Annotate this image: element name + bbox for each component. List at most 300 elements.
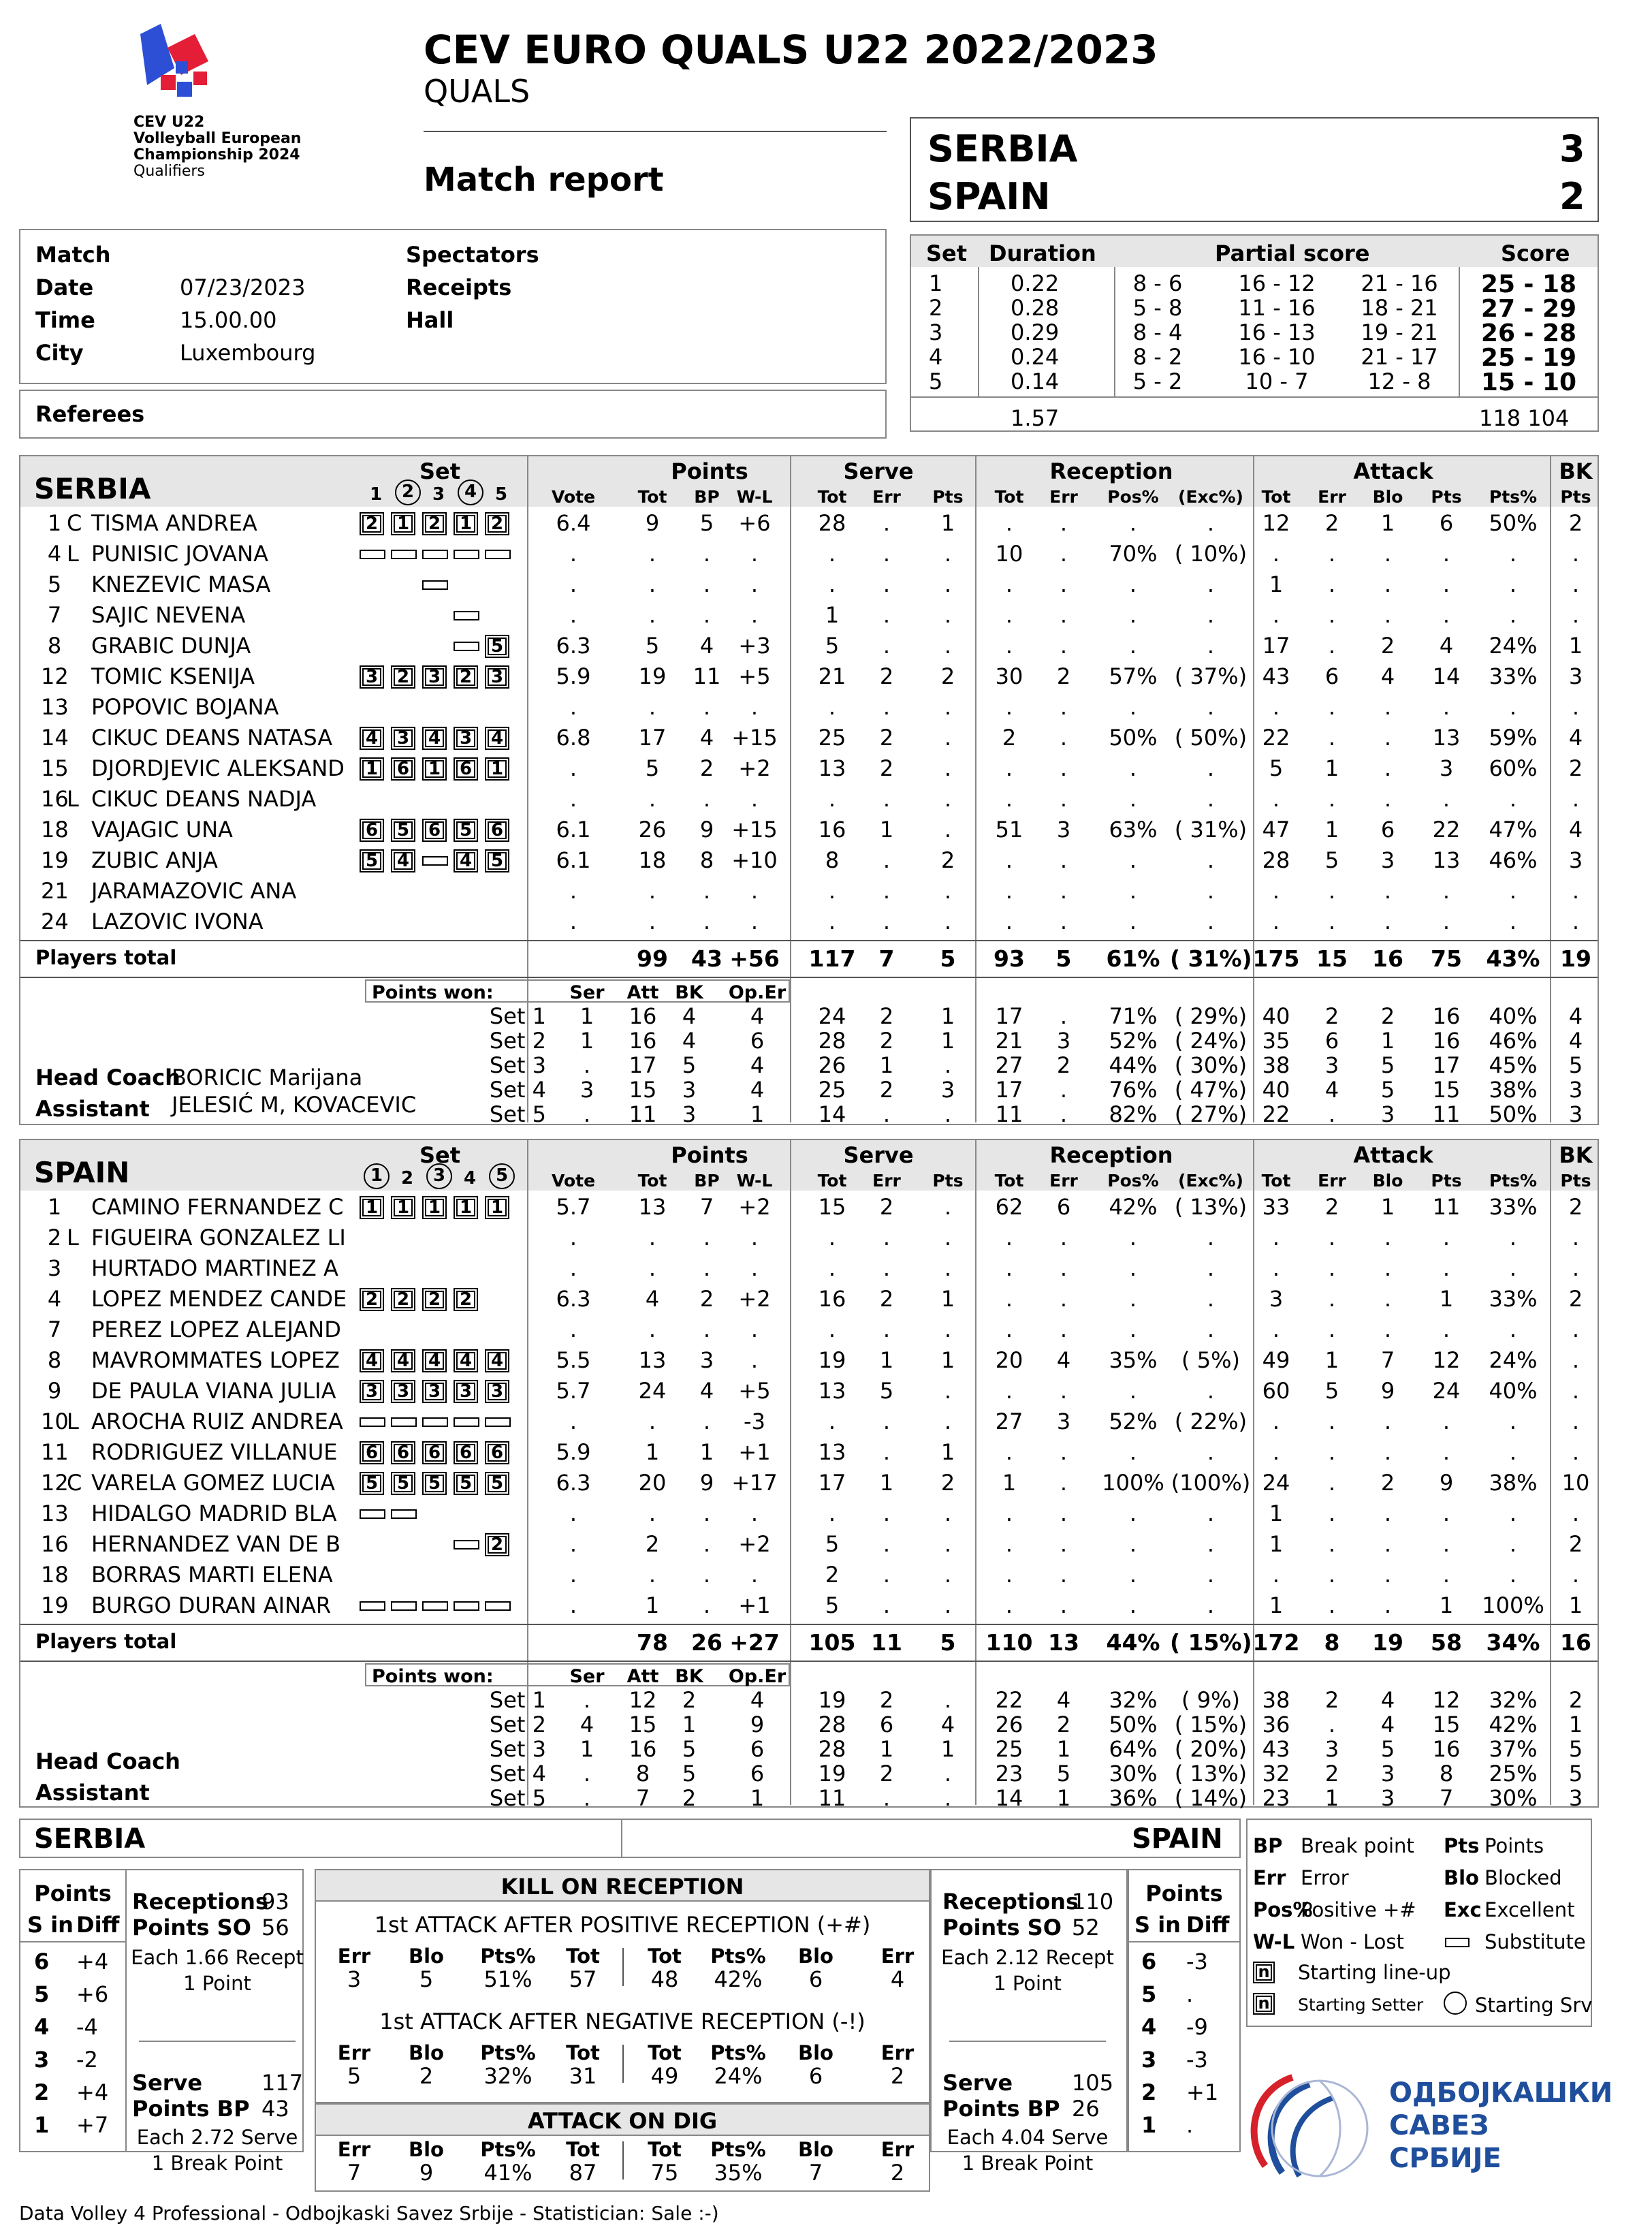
stat-spts: . xyxy=(944,878,952,904)
set-stat-op: 9 xyxy=(750,1712,765,1737)
kill-header: Pts% xyxy=(480,2041,536,2064)
stat-stot: 13 xyxy=(818,755,846,781)
set-stat-spts: 1 xyxy=(940,1003,955,1029)
starting-position-2: 2 xyxy=(422,512,447,535)
result-score1: 3 xyxy=(1559,127,1585,170)
total-atot: 172 xyxy=(1252,1629,1300,1656)
legend-value: Positive +# xyxy=(1301,1898,1416,1921)
set-stat-bk: 5 xyxy=(1568,1761,1583,1787)
subheader-apts: Pts xyxy=(1431,1171,1462,1191)
stat-tot: 9 xyxy=(645,510,660,536)
stat-apct: 33% xyxy=(1489,1194,1538,1220)
kill-value: 24% xyxy=(714,2063,763,2089)
kill-value: 5 xyxy=(419,1966,434,1992)
set-stat-atot: 36 xyxy=(1262,1712,1290,1737)
rec-divider xyxy=(139,2041,296,2042)
stat-rpos: . xyxy=(1129,602,1137,628)
stat-bp: 9 xyxy=(699,1470,714,1496)
set-stat-serr: 1 xyxy=(879,1052,894,1078)
player-name: VARELA GOMEZ LUCIA xyxy=(91,1470,336,1496)
stat-rexc: ( 31%) xyxy=(1174,817,1248,843)
stat-vote: 6.1 xyxy=(556,817,591,843)
total-apts: 58 xyxy=(1431,1629,1462,1656)
set-stat-rpos: 71% xyxy=(1109,1003,1158,1029)
header-bk: BK xyxy=(1559,458,1593,484)
set-stat-atot: 38 xyxy=(1262,1687,1290,1713)
stat-stot: 5 xyxy=(825,1592,840,1618)
kill-header: Err xyxy=(337,2138,371,2161)
set-stat-bk: 3 xyxy=(1568,1785,1583,1811)
set-number-3: 3 xyxy=(426,1163,452,1189)
set-stat-serr: . xyxy=(883,1101,891,1127)
stat-rtot: . xyxy=(1005,909,1013,934)
kill-value: 51% xyxy=(483,1966,533,1992)
kill-value: 5 xyxy=(347,2063,362,2089)
set-score: 25 - 18 xyxy=(1480,270,1577,298)
stat-ablo: . xyxy=(1384,786,1392,812)
stat-apct: 33% xyxy=(1489,1286,1538,1312)
stat-serr: . xyxy=(883,694,891,720)
kill-header: Tot xyxy=(566,1945,600,1968)
stat-atot: . xyxy=(1272,1439,1280,1465)
stat-rerr: . xyxy=(1060,571,1068,597)
set-stat-apts: 15 xyxy=(1432,1712,1461,1737)
legend-setter: Starting Setter xyxy=(1298,1995,1424,2015)
starting-position-6: 6 xyxy=(422,819,447,842)
total-divider xyxy=(20,1624,1598,1625)
stat-apct: . xyxy=(1509,1562,1517,1588)
stat-wl: . xyxy=(750,602,759,628)
stat-apct: 100% xyxy=(1482,1592,1544,1618)
substitute-marker xyxy=(422,856,448,866)
set-stat-spts: 4 xyxy=(940,1712,955,1737)
set-stat-ser: . xyxy=(583,1761,591,1787)
total-rpos: 44% xyxy=(1106,1629,1160,1656)
federation-logo-icon xyxy=(1245,2064,1381,2186)
stat-stot: . xyxy=(828,1409,836,1434)
stat-vote: . xyxy=(569,1500,577,1526)
stat-tot: . xyxy=(648,1500,656,1526)
starting-position-1: 1 xyxy=(454,1196,478,1219)
stat-ablo: . xyxy=(1384,878,1392,904)
points-bp-label: Points BP xyxy=(132,2096,250,2122)
stat-rerr: . xyxy=(1060,602,1068,628)
legend-value: Excellent xyxy=(1484,1898,1575,1921)
points-so-label: Points SO xyxy=(132,1915,251,1940)
stat-stot: . xyxy=(828,1255,836,1281)
header-points: Points xyxy=(671,458,748,484)
set-number-4: 4 xyxy=(463,1168,477,1189)
stat-tot: 1 xyxy=(645,1439,660,1465)
stat-serr: . xyxy=(883,1317,891,1342)
total-apct: 34% xyxy=(1486,1629,1540,1656)
stat-bp: . xyxy=(703,1255,711,1281)
stat-wl: +2 xyxy=(738,1194,771,1220)
stat-stot: 16 xyxy=(818,1286,846,1312)
sets-header-duration: Duration xyxy=(989,240,1096,266)
stat-wl: . xyxy=(750,1317,759,1342)
set-duration: 0.14 xyxy=(1011,368,1060,394)
stat-stot: . xyxy=(828,878,836,904)
stat-ablo: . xyxy=(1384,909,1392,934)
set-score: 26 - 28 xyxy=(1480,319,1577,347)
player-number: 16 xyxy=(41,1531,69,1557)
set-score: 25 - 19 xyxy=(1480,344,1577,372)
assistant-name: JELESIĆ M, KOVACEVIC xyxy=(172,1092,417,1118)
stat-apts: . xyxy=(1442,1409,1450,1434)
stat-serr: . xyxy=(883,786,891,812)
stat-vote: . xyxy=(569,1255,577,1281)
stat-bp: . xyxy=(703,1531,711,1557)
stat-rerr: . xyxy=(1060,1531,1068,1557)
stat-serr: 2 xyxy=(879,725,894,751)
set-stat-bk: 3 xyxy=(682,1077,697,1103)
legend-value: Error xyxy=(1301,1866,1349,1889)
stat-bp: . xyxy=(703,694,711,720)
starting-position-1: 1 xyxy=(391,512,415,535)
stat-bk: 2 xyxy=(1568,1286,1583,1312)
starting-position-3: 3 xyxy=(422,1380,447,1403)
set-stat-stot: 28 xyxy=(818,1712,846,1737)
stat-spts: 2 xyxy=(940,847,955,873)
stat-serr: 1 xyxy=(879,1470,894,1496)
set-stat-aerr: 3 xyxy=(1324,1052,1339,1078)
stat-rtot: . xyxy=(1005,571,1013,597)
stat-aerr: . xyxy=(1328,909,1336,934)
subheader-aerr: Err xyxy=(1318,487,1346,507)
stat-rpos: . xyxy=(1129,909,1137,934)
rotation-diff: +7 xyxy=(76,2112,109,2138)
player-name: CAMINO FERNANDEZ C xyxy=(91,1194,344,1220)
starting-position-2: 2 xyxy=(391,1288,415,1311)
stat-rpos: . xyxy=(1129,1286,1137,1312)
stat-vote: 6.3 xyxy=(556,1470,591,1496)
set-stat-label: Set 2 xyxy=(489,1712,546,1737)
set-stat-spts: 1 xyxy=(940,1736,955,1762)
set-stat-rexc: ( 27%) xyxy=(1174,1101,1248,1127)
set-stat-bk: 5 xyxy=(682,1761,697,1787)
stat-bk: 2 xyxy=(1568,510,1583,536)
stat-aerr: . xyxy=(1328,1500,1336,1526)
stat-atot: 33 xyxy=(1262,1194,1290,1220)
stat-spts: . xyxy=(944,1409,952,1434)
set-stat-rtot: 17 xyxy=(995,1077,1023,1103)
stat-apct: . xyxy=(1509,541,1517,567)
set-duration: 0.29 xyxy=(1011,319,1060,345)
stat-rpos: . xyxy=(1129,755,1137,781)
set-stat-apct: 40% xyxy=(1489,1003,1538,1029)
substitute-marker xyxy=(454,550,479,559)
stat-ablo: 2 xyxy=(1380,633,1395,659)
set-stat-apct: 45% xyxy=(1489,1052,1538,1078)
stat-atot: 12 xyxy=(1262,510,1290,536)
player-name: JARAMAZOVIC ANA xyxy=(91,878,297,904)
set-stat-rpos: 30% xyxy=(1109,1761,1158,1787)
stat-aerr: 5 xyxy=(1324,847,1339,873)
total-aerr: 8 xyxy=(1324,1629,1340,1656)
stat-serr: 1 xyxy=(879,817,894,843)
set-stat-spts: . xyxy=(944,1785,952,1811)
set-stat-aerr: . xyxy=(1328,1712,1336,1737)
points-bp-value: 43 xyxy=(261,2096,289,2122)
set-number-1: 1 xyxy=(369,484,383,505)
stat-rpos: . xyxy=(1129,1592,1137,1618)
stat-rtot: . xyxy=(1005,1592,1013,1618)
stat-apts: . xyxy=(1442,786,1450,812)
stat-wl: +1 xyxy=(738,1439,771,1465)
player-name: PEREZ LOPEZ ALEJAND xyxy=(91,1317,341,1342)
subheader-rexc: (Exc%) xyxy=(1178,487,1243,507)
set-number-1: 1 xyxy=(364,1163,390,1189)
stat-apts: . xyxy=(1442,694,1450,720)
set-stat-rerr: 2 xyxy=(1056,1712,1071,1737)
starting-position-2: 2 xyxy=(485,1533,509,1556)
stat-rpos: . xyxy=(1129,1255,1137,1281)
stat-spts: . xyxy=(944,1531,952,1557)
subheader-rpos: Pos% xyxy=(1107,487,1159,507)
stat-apts: . xyxy=(1442,571,1450,597)
stat-serr: . xyxy=(883,633,891,659)
set-score: 27 - 29 xyxy=(1480,295,1577,323)
stat-vote: 6.3 xyxy=(556,633,591,659)
stat-ablo: . xyxy=(1384,602,1392,628)
stat-rtot: . xyxy=(1005,1439,1013,1465)
set-stat-op: 6 xyxy=(750,1736,765,1762)
stat-bp: . xyxy=(703,602,711,628)
rotation-diff: . xyxy=(1186,1981,1194,2007)
stat-aerr: . xyxy=(1328,602,1336,628)
set-stat-label: Set 5 xyxy=(489,1785,546,1811)
set-stat-serr: 6 xyxy=(879,1712,894,1737)
kill-header: Err xyxy=(880,2041,915,2064)
stat-serr: . xyxy=(883,1531,891,1557)
rec-divider xyxy=(949,2041,1106,2042)
stat-apct: . xyxy=(1509,1317,1517,1342)
stat-bk: 2 xyxy=(1568,755,1583,781)
stat-bk: . xyxy=(1572,694,1580,720)
kill-header: Blo xyxy=(798,1945,833,1968)
stat-tot: 13 xyxy=(638,1347,667,1373)
points-so-value: 56 xyxy=(261,1915,289,1940)
set-stat-stot: 28 xyxy=(818,1736,846,1762)
set-stat-rerr: 1 xyxy=(1056,1736,1071,1762)
stat-serr: . xyxy=(883,1255,891,1281)
stat-bp: . xyxy=(703,571,711,597)
kill-value: 6 xyxy=(808,1966,823,1992)
stat-bp: 11 xyxy=(693,663,721,689)
stat-stot: 5 xyxy=(825,633,840,659)
set-partial-1: 8 - 4 xyxy=(1132,319,1183,345)
starting-position-4: 4 xyxy=(454,849,478,872)
substitute-marker xyxy=(360,1417,385,1427)
stat-rpos: . xyxy=(1129,1225,1137,1250)
legend-value: Break point xyxy=(1301,1834,1414,1857)
players-total-label: Players total xyxy=(35,1630,177,1653)
stat-apct: 24% xyxy=(1489,633,1538,659)
stat-tot: . xyxy=(648,602,656,628)
set-stat-ablo: 1 xyxy=(1380,1028,1395,1054)
stat-apct: . xyxy=(1509,1500,1517,1526)
stat-stot: 19 xyxy=(818,1347,846,1373)
stat-rerr: . xyxy=(1060,786,1068,812)
starting-position-5: 5 xyxy=(360,1472,384,1495)
stat-atot: 5 xyxy=(1269,755,1284,781)
kill-header: Blo xyxy=(409,2138,444,2161)
set-stat-label: Set 5 xyxy=(489,1101,546,1127)
stat-stot: . xyxy=(828,909,836,934)
substitute-marker xyxy=(454,1417,479,1427)
subheader-bp: BP xyxy=(694,487,720,507)
stat-bp: 8 xyxy=(699,847,714,873)
head-coach-label: Head Coach xyxy=(35,1748,180,1774)
negative-reception-title: 1st ATTACK AFTER NEGATIVE RECEPTION (-!) xyxy=(379,2009,865,2034)
stat-apts: . xyxy=(1442,909,1450,934)
stat-rexc: . xyxy=(1207,1378,1215,1404)
set-partial-2: 11 - 16 xyxy=(1238,295,1316,321)
set-stat-op: 4 xyxy=(750,1052,765,1078)
stat-serr: . xyxy=(883,541,891,567)
set-number-2: 2 xyxy=(400,1168,414,1189)
kill-header: Pts% xyxy=(710,2041,766,2064)
player-number: 12 xyxy=(41,1470,69,1496)
stat-stot: . xyxy=(828,571,836,597)
set-stat-ser: 1 xyxy=(579,1736,594,1762)
player-role: L xyxy=(67,1225,79,1250)
set-stat-label: Set 4 xyxy=(489,1761,546,1787)
set-stat-bk: 3 xyxy=(1568,1101,1583,1127)
stat-apct: . xyxy=(1509,1439,1517,1465)
stat-rpos: . xyxy=(1129,1378,1137,1404)
set-stat-rtot: 26 xyxy=(995,1712,1023,1737)
player-number: 13 xyxy=(41,1500,69,1526)
stat-apts: . xyxy=(1442,1562,1450,1588)
stat-aerr: . xyxy=(1328,1439,1336,1465)
legend-value: Won - Lost xyxy=(1301,1930,1404,1953)
stat-wl: +2 xyxy=(738,755,771,781)
set-stat-ablo: 5 xyxy=(1380,1736,1395,1762)
set-stat-bk: 5 xyxy=(682,1052,697,1078)
set-stat-apts: 8 xyxy=(1439,1761,1454,1787)
stat-atot: . xyxy=(1272,1225,1280,1250)
right-sin-label: S in xyxy=(1134,1912,1181,1938)
legend-value: Substitute xyxy=(1484,1930,1586,1953)
legend-key: BP xyxy=(1253,1834,1283,1857)
stat-spts: . xyxy=(944,633,952,659)
stat-apct: 60% xyxy=(1489,755,1538,781)
kill-value: 9 xyxy=(419,2160,434,2186)
set-stat-label: Set 3 xyxy=(489,1736,546,1762)
starting-position-4: 4 xyxy=(454,1349,478,1372)
set-stat-atot: 35 xyxy=(1262,1028,1290,1054)
each-point: 1 Point xyxy=(183,1972,251,1995)
rotation-number: 2 xyxy=(1141,2079,1157,2105)
receptions-value: 110 xyxy=(1072,1889,1114,1915)
starting-setter-icon: n xyxy=(1253,1993,1275,2015)
left-sin-label: S in xyxy=(27,1912,74,1938)
starting-position-6: 6 xyxy=(360,819,384,842)
set-stat-apct: 46% xyxy=(1489,1028,1538,1054)
kill-value: 48 xyxy=(650,1966,679,1992)
subheader-serr: Err xyxy=(872,1171,901,1191)
stat-aerr: . xyxy=(1328,1592,1336,1618)
stat-ablo: . xyxy=(1384,1531,1392,1557)
stat-spts: . xyxy=(944,694,952,720)
set-stat-atot: 43 xyxy=(1262,1736,1290,1762)
player-number: 8 xyxy=(47,1347,62,1373)
set-stat-ablo: 3 xyxy=(1380,1785,1395,1811)
stat-apts: . xyxy=(1442,1439,1450,1465)
logo-text-3: Championship 2024 xyxy=(133,146,300,163)
stat-spts: 1 xyxy=(940,1286,955,1312)
stat-aerr: 1 xyxy=(1324,755,1339,781)
stat-ablo: 1 xyxy=(1380,1194,1395,1220)
subheader-tot: Tot xyxy=(637,1171,667,1191)
stat-rpos: . xyxy=(1129,878,1137,904)
set-stat-rexc: ( 9%) xyxy=(1181,1687,1240,1713)
subheader-wl: W-L xyxy=(736,1171,773,1191)
stat-stot: . xyxy=(828,1225,836,1250)
player-number: 24 xyxy=(41,909,69,934)
stat-vote: 5.9 xyxy=(556,663,591,689)
stat-bk: . xyxy=(1572,1378,1580,1404)
stat-aerr: . xyxy=(1328,786,1336,812)
logo-text-1: CEV U22 xyxy=(133,114,205,131)
stat-rpos: . xyxy=(1129,571,1137,597)
points-won-header: Op.Er xyxy=(728,1666,787,1687)
subheader-aerr: Err xyxy=(1318,1171,1346,1191)
stat-tot: . xyxy=(648,571,656,597)
set-stat-label: Set 1 xyxy=(489,1687,546,1713)
stat-aerr: 5 xyxy=(1324,1378,1339,1404)
team-name: SERBIA xyxy=(34,472,151,505)
stat-vote: . xyxy=(569,694,577,720)
player-name: DJORDJEVIC ALEKSAND xyxy=(91,755,345,781)
stat-spts: . xyxy=(944,1378,952,1404)
rotation-diff: +1 xyxy=(1186,2079,1219,2105)
stat-aerr: . xyxy=(1328,694,1336,720)
stat-vote: . xyxy=(569,909,577,934)
stat-rexc: . xyxy=(1207,1225,1215,1250)
points-so-label: Points SO xyxy=(942,1915,1062,1940)
stat-bk: 4 xyxy=(1568,725,1583,751)
stat-rpos: 35% xyxy=(1109,1347,1158,1373)
set-stat-att: 16 xyxy=(629,1736,657,1762)
sets-header-partial: Partial score xyxy=(1215,240,1370,266)
starting-position-2: 2 xyxy=(391,665,415,689)
stat-ablo: . xyxy=(1384,1439,1392,1465)
set-stat-spts: . xyxy=(944,1052,952,1078)
stat-vote: 5.5 xyxy=(556,1347,591,1373)
stat-rerr: 2 xyxy=(1056,663,1071,689)
stat-ablo: . xyxy=(1384,571,1392,597)
stat-spts: . xyxy=(944,909,952,934)
stat-spts: . xyxy=(944,1317,952,1342)
stat-stot: 5 xyxy=(825,1531,840,1557)
total-wl: +56 xyxy=(729,945,780,972)
stat-rerr: . xyxy=(1060,909,1068,934)
stat-tot: . xyxy=(648,909,656,934)
stat-wl: -3 xyxy=(744,1409,765,1434)
stat-spts: . xyxy=(944,1255,952,1281)
stat-bk: 3 xyxy=(1568,663,1583,689)
rotation-number: 1 xyxy=(1141,2112,1157,2138)
stat-aerr: 1 xyxy=(1324,1347,1339,1373)
stat-wl: +2 xyxy=(738,1286,771,1312)
stat-atot: . xyxy=(1272,909,1280,934)
starting-position-4: 4 xyxy=(391,849,415,872)
stat-rtot: . xyxy=(1005,1500,1013,1526)
player-number: 12 xyxy=(41,663,69,689)
